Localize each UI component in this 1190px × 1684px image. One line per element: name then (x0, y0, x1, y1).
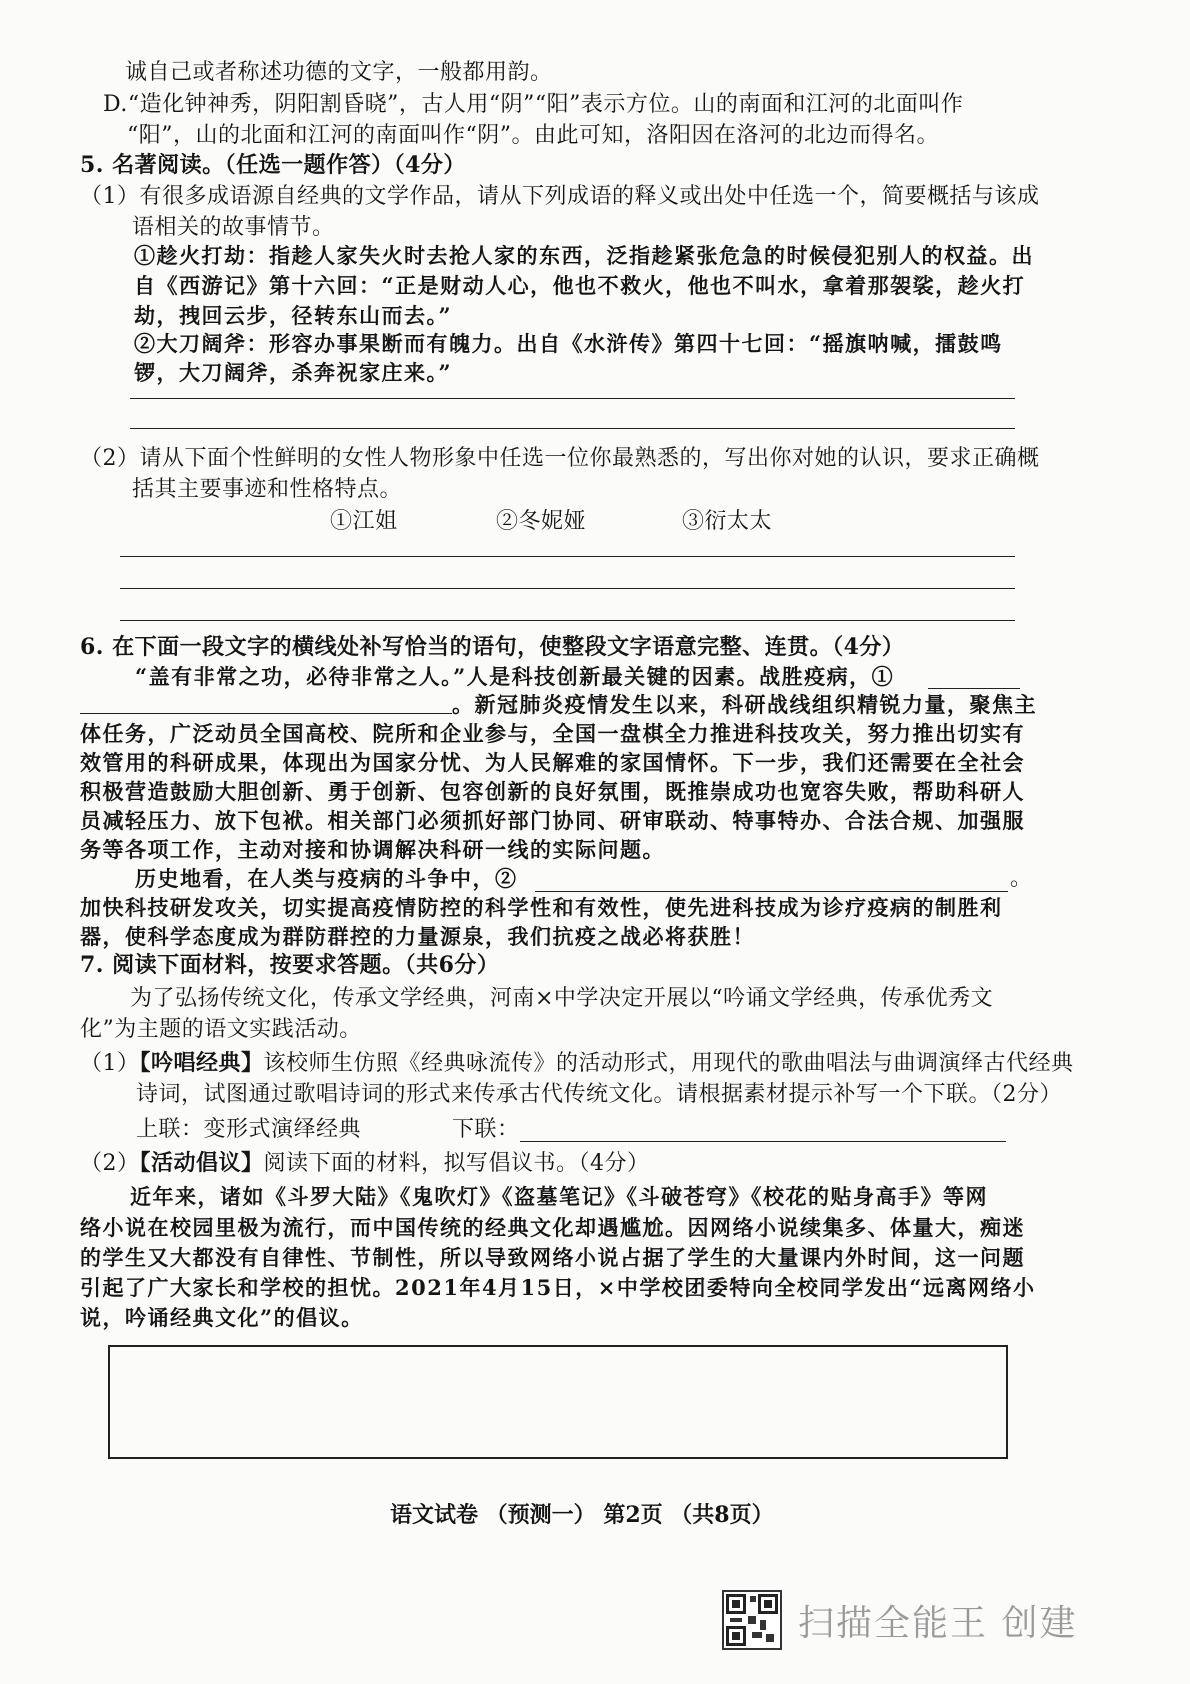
q7-part1-line-2: 诗词，试图通过歌唱诗词的形式来传承古代传统文化。请根据素材提示补写一个下联。（2分） (136, 1082, 1063, 1107)
answer-line[interactable] (120, 588, 1015, 589)
scanner-watermark (722, 1590, 1077, 1650)
q7-part1-tag: 【吟唱经典】 (139, 1050, 264, 1076)
answer-line[interactable] (120, 620, 1015, 621)
option-d-line-1: D.“造化钟神秀，阴阳割昏晓”，古人用“阴”“阳”表示方位。山的南面和江河的北面叫作 (103, 92, 964, 117)
q6-line-8-end: 。 (1010, 866, 1033, 891)
idiom-1-line-1: ①趁火打劫：指趁人家失火时去抢人家的东西，泛指趁紧张危急的时候侵犯别人的权益。出 (134, 243, 1034, 268)
q7-part2-text: 阅读下面的材料，拟写倡议书。（4分） (263, 1151, 650, 1176)
character-option-2: ②冬妮娅 (496, 509, 587, 534)
answer-line[interactable] (120, 556, 1015, 557)
page-footer: 语文试卷 （预测一） 第2页 （共8页） (390, 1502, 774, 1528)
q6-line-10: 器，使科学态度成为群防群控的力量源泉，我们抗疫之战必将获胜！ (80, 924, 755, 949)
q5-title: 5. 名著阅读。（任选一题作答）（4分） (80, 152, 466, 178)
blank-1-end[interactable] (80, 713, 452, 714)
material-line-5: 说，吟诵经典文化”的倡议。 (80, 1305, 364, 1330)
material-line-4: 引起了广大家长和学校的担忧。2021年4月15日，×中学校团委特向全校同学发出“远离网络小 (80, 1275, 1036, 1300)
idiom-2-line-2: 锣，大刀阔斧，杀奔祝家庄来。” (134, 360, 453, 385)
q5-part1-line-2: 语相关的故事情节。 (132, 215, 335, 240)
q7-part1-line-1 (80, 1048, 1074, 1079)
idiom-1-line-3: 劫，拽回云步，径转东山而去。” (134, 303, 453, 328)
proposal-answer-box[interactable] (108, 1345, 1008, 1459)
q7-part2-line (80, 1148, 650, 1179)
q6-title: 6. 在下面一段文字的横线处补写恰当的语句，使整段文字语意完整、连贯。（4分） (80, 634, 905, 660)
q6-line-2: 。新冠肺炎疫情发生以来，科研战线组织精锐力量，聚焦主 (452, 692, 1037, 717)
q7-intro-line-1: 为了弘扬传统文化，传承文学经典，河南×中学决定开展以“吟诵文学经典，传承优秀文 (130, 986, 994, 1011)
q7-part1-number: （1） (80, 1051, 140, 1076)
q6-line-7: 务等各项工作，主动对接和协调解决科研一线的实际问题。 (80, 837, 665, 862)
character-option-3: ③衍太太 (682, 509, 773, 534)
q5-part2-line-2: 括其主要事迹和性格特点。 (132, 477, 403, 502)
q6-line-6: 员减轻压力、放下包袱。相关部门必须抓好部门协同、研审联动、特事特办、合法合规、加强服 (80, 808, 1025, 833)
q6-line-8: 历史地看，在人类与疫病的斗争中，② (135, 866, 518, 891)
q7-title: 7. 阅读下面材料，按要求答题。（共6分） (80, 952, 500, 978)
material-line-3: 的学生又大都没有自律性、节制性，所以导致网络小说占据了学生的大量课内外时间，这一问题 (80, 1245, 1025, 1270)
material-line-1: 近年来，诸如《斗罗大陆》《鬼吹灯》《盗墓笔记》《斗破苍穹》《校花的贴身高手》等网 (130, 1184, 988, 1209)
answer-line[interactable] (130, 398, 1015, 399)
q6-line-5: 积极营造鼓励大胆创新、勇于创新、包容创新的良好氛围，既推崇成功也宽容失败，帮助科研人 (80, 779, 1025, 804)
option-d-line-2: “阳”，山的北面和江河的南面叫作“阴”。由此可知，洛阳因在洛河的北边而得名。 (127, 123, 939, 148)
lower-couplet-blank[interactable] (520, 1141, 1006, 1142)
carryover-line: 诚自己或者称述功德的文字，一般都用韵。 (125, 60, 553, 85)
q6-line-3: 体任务，广泛动员全国高校、院所和企业参与，全国一盘棋全力推进科技攻关，努力推出切实有 (80, 721, 1025, 746)
q6-line-4: 效管用的科研成果，体现出为国家分忧、为人民解难的家国情怀。下一步，我们还需要在全社会 (80, 750, 1025, 775)
q7-part2-tag: 【活动倡议】 (139, 1150, 264, 1176)
upper-couplet: 上联：变形式演绎经典 (136, 1117, 362, 1142)
material-line-2: 络小说在校园里极为流行，而中国传统的经典文化却遇尴尬。因网络小说续集多、体量大，痴迷 (80, 1215, 1025, 1240)
blank-1-start[interactable] (928, 688, 1020, 689)
q7-part1-text: 该校师生仿照《经典咏流传》的活动形式，用现代的歌曲唱法与曲调演绎古代经典 (263, 1051, 1074, 1076)
q6-line-1: “盖有非常之功，必待非常之人。”人是科技创新最关键的因素。战胜疫病，① (135, 664, 895, 689)
qr-code-icon (722, 1590, 782, 1650)
q5-part2-line-1: （2）请从下面个性鲜明的女性人物形象中任选一位你最熟悉的，写出你对她的认识，要求正确概 (80, 446, 1040, 471)
watermark-text: 扫描全能王 创建 (798, 1602, 1078, 1644)
q6-line-9: 加快科技研发攻关，切实提高疫情防控的科学性和有效性，使先进科技成为诊疗疫病的制胜利 (80, 895, 1003, 920)
q7-part2-number: （2） (80, 1151, 140, 1176)
lower-couplet-label: 下联： (452, 1117, 520, 1142)
idiom-2-line-1: ②大刀阔斧：形容办事果断而有魄力。出自《水浒传》第四十七回：“摇旗呐喊，擂鼓鸣 (134, 331, 1003, 356)
idiom-1-line-2: 自《西游记》第十六回：“正是财动人心，他也不救火，他也不叫水，拿着那袈裟，趁火打 (134, 273, 1026, 298)
blank-2[interactable] (535, 891, 1008, 892)
q5-part1-line-1: （1）有很多成语源自经典的文学作品，请从下列成语的释义或出处中任选一个，简要概括与该成 (80, 184, 1040, 209)
character-option-1: ①江姐 (330, 509, 398, 534)
answer-line[interactable] (130, 428, 1015, 429)
q7-intro-line-2: 化”为主题的语文实践活动。 (80, 1017, 362, 1042)
